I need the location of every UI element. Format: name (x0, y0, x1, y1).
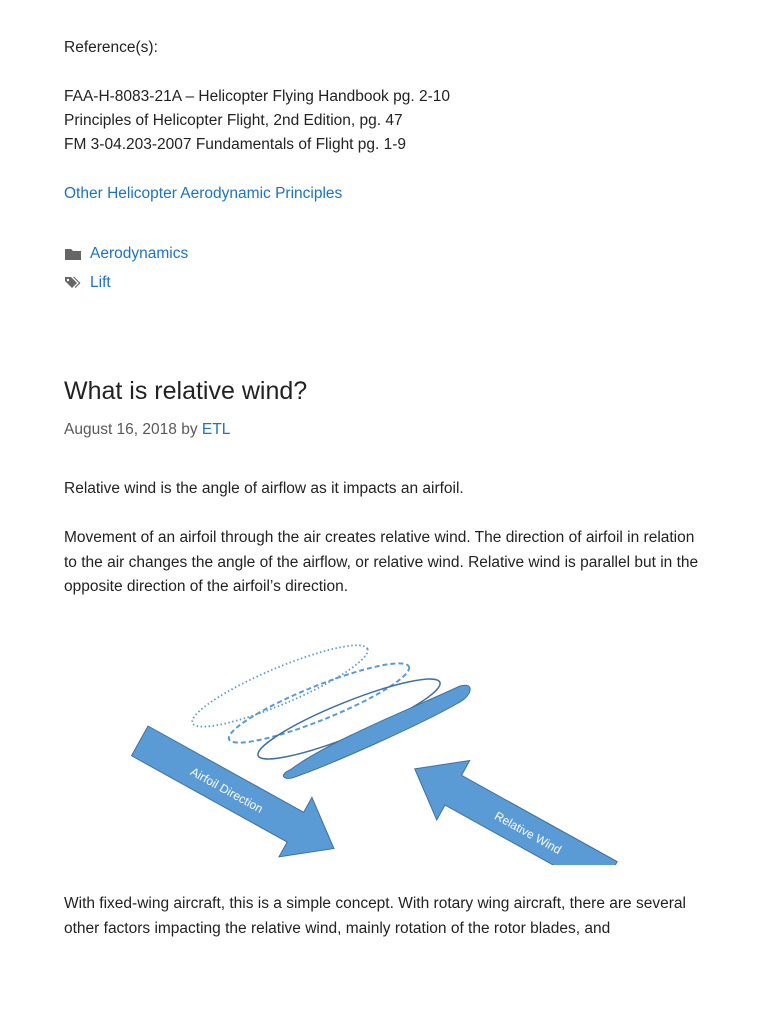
category-link[interactable]: Aerodynamics (90, 245, 189, 262)
airfoil-direction-arrow (123, 711, 350, 865)
references-heading: Reference(s): (64, 39, 158, 56)
author-link[interactable]: ETL (201, 421, 231, 438)
tags-icon (64, 275, 82, 291)
airfoil-direction-label: Airfoil Direction (188, 764, 266, 816)
paragraph: Relative wind is the angle of airflow as it impacts an airfoil. (64, 480, 464, 497)
reference-item: FAA-H-8083-21A – Helicopter Flying Handbook pg. 2-10 (64, 88, 450, 105)
post-date: August 16, 2018 (64, 421, 177, 438)
paragraph: Movement of an airfoil through the air creates relative wind. The direction of airfoil in relation to the air changes the angle of the airflow, or relative wind. Relative wind is parallel but in the opposite direction of the airfoil’s direction. (64, 529, 699, 595)
reference-item: Principles of Helicopter Flight, 2nd Edition, pg. 47 (64, 112, 403, 129)
airfoil-dashed-outline (223, 651, 416, 755)
category-row (64, 242, 188, 266)
relative-wind-arrow (398, 739, 625, 865)
relative-wind-label: Relative Wind (492, 808, 564, 857)
tag-link[interactable]: Lift (90, 274, 111, 291)
paragraph: With fixed-wing aircraft, this is a simple concept. With rotary wing aircraft, there are several other factors impacting the relative wind, mainly rotation of the rotor blades, and (64, 895, 686, 937)
post-by: by (181, 421, 198, 438)
relative-wind-diagram (120, 620, 640, 865)
reference-item: FM 3-04.203-2007 Fundamentals of Flight pg. 1-9 (64, 136, 407, 153)
post-title[interactable]: What is relative wind? (64, 377, 308, 405)
post-meta (64, 418, 230, 442)
folder-icon (64, 246, 82, 262)
tag-row (64, 271, 111, 295)
related-link[interactable]: Other Helicopter Aerodynamic Principles (64, 185, 343, 202)
airfoil-dotted-outline (186, 632, 375, 739)
